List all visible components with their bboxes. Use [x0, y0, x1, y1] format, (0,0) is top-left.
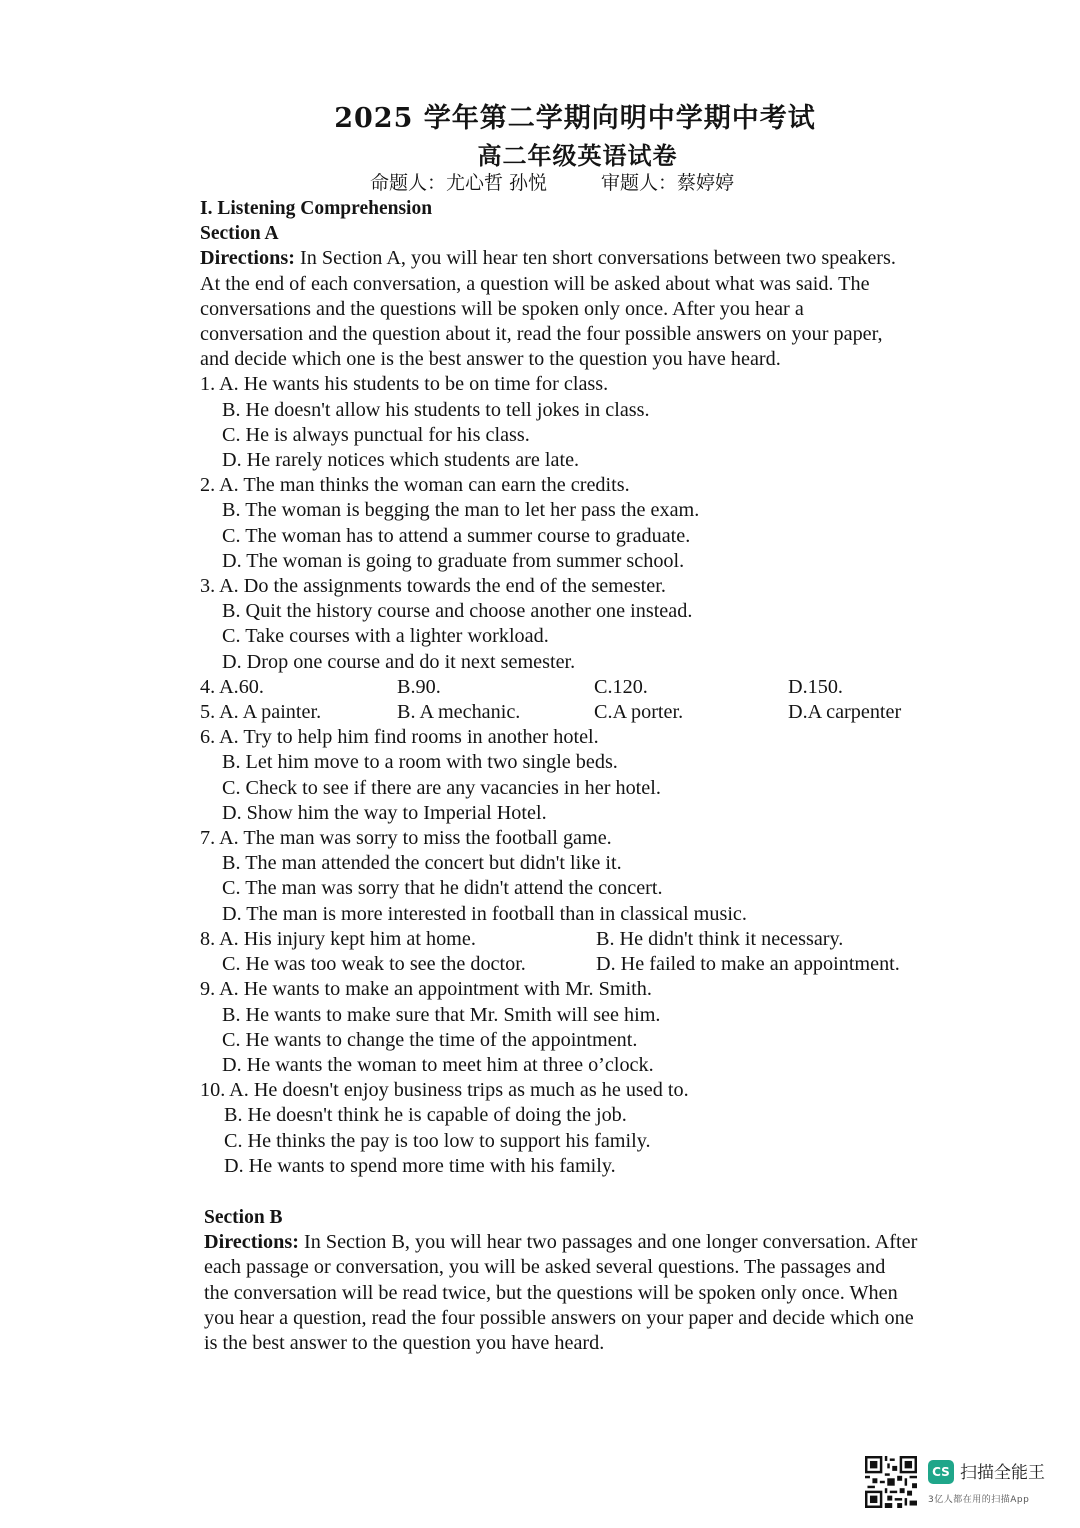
question-1 — [200, 372, 960, 473]
option-d: D. He wants the woman to meet him at three o’clock. — [222, 1053, 654, 1076]
section-a-content — [200, 196, 960, 1179]
option-c: C. The woman has to attend a summer course to graduate. — [222, 524, 691, 547]
option-a: 6. A. Try to help him find rooms in another hotel. — [200, 726, 599, 749]
directions-line: conversation and the question about it, read the four possible answers on your paper, — [200, 323, 883, 346]
option-a: 5. A. A painter. — [200, 701, 322, 724]
option-b: B. He wants to make sure that Mr. Smith will see him. — [222, 1003, 661, 1026]
option-c: C. The man was sorry that he didn't attend the concert. — [222, 877, 663, 900]
option-b: B. Quit the history course and choose another one instead. — [222, 600, 693, 623]
option-a: 7. A. The man was sorry to miss the football game. — [200, 827, 612, 850]
option-c: C.A porter. — [594, 701, 684, 724]
scanner-tagline: 3亿人都在用的扫描App — [928, 1495, 1030, 1505]
option-a: 1. A. He wants his students to be on time for class. — [200, 373, 609, 396]
section-a-heading: Section A — [200, 223, 279, 245]
option-b: B. He didn't think it necessary. — [596, 927, 844, 950]
option-a: 10. A. He doesn't enjoy business trips as much as he used to. — [200, 1079, 689, 1102]
scanner-watermark — [862, 1456, 1062, 1512]
question-3 — [200, 574, 960, 675]
option-d: D. He rarely notices which students are late. — [222, 449, 580, 472]
qr-code-icon — [864, 1456, 918, 1508]
option-d: D. The woman is going to graduate from summer school. — [222, 549, 685, 572]
option-c: C. He was too weak to see the doctor. — [222, 953, 526, 976]
section-b-content — [204, 1205, 964, 1356]
option-b: B. The woman is begging the man to let her pass the exam. — [222, 499, 700, 522]
option-d: D. He wants to spend more time with his family. — [224, 1154, 616, 1177]
section-b-heading: Section B — [204, 1207, 283, 1228]
exam-authors — [370, 168, 734, 195]
option-b: B. He doesn't allow his students to tell jokes in class. — [222, 398, 650, 421]
setters-label: 命题人：尤心哲 孙悦 — [370, 172, 548, 194]
option-a: 9. A. He wants to make an appointment with Mr. Smith. — [200, 978, 652, 1001]
option-b: B.90. — [397, 675, 441, 698]
section-b-directions — [204, 1230, 964, 1356]
option-b: B. A mechanic. — [397, 701, 521, 724]
question-10 — [200, 1078, 960, 1179]
option-c: C. He thinks the pay is too low to support his family. — [224, 1129, 651, 1152]
option-a: 2. A. The man thinks the woman can earn the credits. — [200, 474, 630, 497]
directions-label: Directions: — [204, 1231, 299, 1254]
option-d: D. Drop one course and do it next semester. — [222, 650, 576, 673]
option-d: D. Show him the way to Imperial Hotel. — [222, 801, 547, 824]
question-7 — [200, 826, 960, 927]
option-a: 3. A. Do the assignments towards the end of the semester. — [200, 575, 666, 598]
option-c: C. Check to see if there are any vacancies in her hotel. — [222, 776, 661, 799]
directions-line: each passage or conversation, you will be asked several questions. The passages and — [204, 1256, 886, 1279]
option-d: D.A carpenter — [788, 701, 902, 724]
option-d: D.150. — [788, 675, 843, 698]
directions-line: and decide which one is the best answer to the question you have heard. — [200, 348, 781, 371]
exam-subtitle: 高二年级英语试卷 — [477, 141, 678, 170]
option-b: B. The man attended the concert but didn't like it. — [222, 852, 622, 875]
scanner-app-name: 扫描全能王 — [960, 1463, 1045, 1483]
camscanner-logo-icon: CS — [928, 1460, 954, 1484]
question-6 — [200, 725, 960, 826]
question-9 — [200, 977, 960, 1078]
directions-label: Directions: — [200, 247, 295, 270]
option-c: C. He is always punctual for his class. — [222, 423, 530, 446]
directions-line: In Section B, you will hear two passages and one longer conversation. After — [298, 1231, 918, 1254]
option-c: C. He wants to change the time of the appointment. — [222, 1028, 638, 1051]
exam-title: 2025 学年第二学期向明中学期中考试 — [334, 103, 816, 134]
option-d: D. The man is more interested in football than in classical music. — [222, 902, 747, 925]
directions-line: conversations and the questions will be spoken only once. After you hear a — [200, 297, 804, 320]
option-b: B. Let him move to a room with two single beds. — [222, 751, 618, 774]
directions-line: In Section A, you will hear ten short conversations between two speakers. — [294, 247, 896, 270]
part-heading: I. Listening Comprehension — [200, 198, 433, 219]
reviewer-label: 审题人：蔡婷婷 — [601, 172, 735, 194]
directions-line: the conversation will be read twice, but the questions will be spoken only once. When — [204, 1281, 898, 1304]
question-4 — [200, 675, 960, 700]
option-a: 8. A. His injury kept him at home. — [200, 927, 476, 950]
directions-line: you hear a question, read the four possible answers on your paper and decide which one — [204, 1306, 914, 1329]
directions-line: is the best answer to the question you have heard. — [204, 1332, 605, 1355]
option-b: B. He doesn't think he is capable of doing the job. — [224, 1104, 627, 1127]
question-2 — [200, 473, 960, 574]
option-c: C. Take courses with a lighter workload. — [222, 625, 549, 648]
option-d: D. He failed to make an appointment. — [596, 953, 900, 976]
section-a-directions — [200, 246, 960, 372]
option-a: 4. A.60. — [200, 675, 264, 698]
question-8 — [200, 927, 960, 977]
option-c: C.120. — [594, 675, 648, 698]
directions-line: At the end of each conversation, a question will be asked about what was said. The — [200, 272, 870, 295]
question-5 — [200, 700, 960, 725]
